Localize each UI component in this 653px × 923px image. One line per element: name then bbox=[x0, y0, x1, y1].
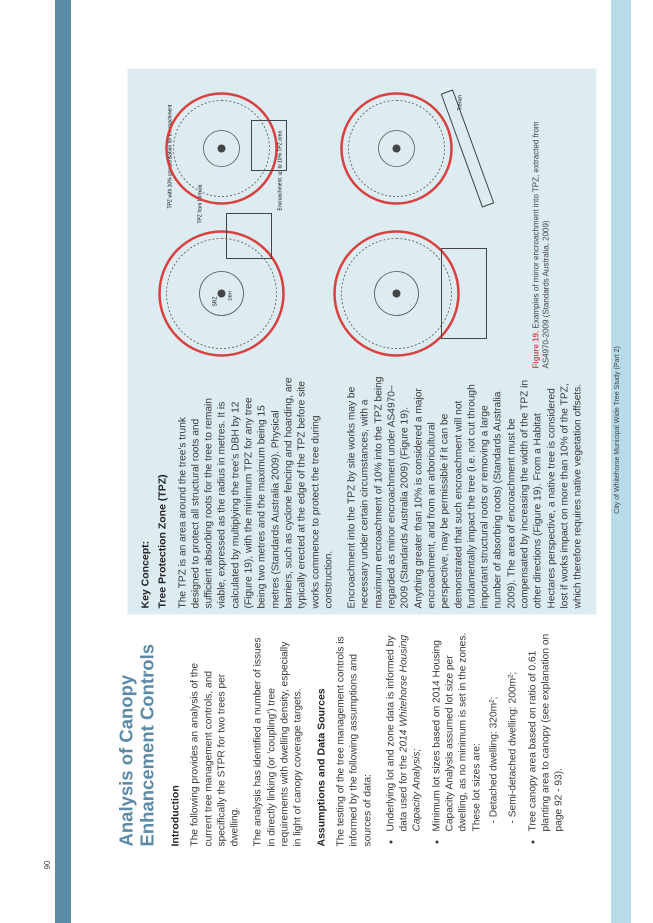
tpz-heading: Tree Protection Zone (TPZ) bbox=[156, 474, 169, 609]
assumptions-heading: Assumptions and Data Sources bbox=[314, 688, 327, 847]
label-srz: SRZ bbox=[212, 296, 218, 307]
key-concept-label: Key Concept: bbox=[139, 540, 151, 609]
left-decorative-bar bbox=[55, 0, 71, 923]
label-dbh: DBH bbox=[227, 290, 232, 301]
intro-paragraph-1: The following provides an analysis of the current tree management controls, and specifically the STPR for two trees per dwelling. bbox=[189, 663, 241, 847]
list-item: • Underlying lot and zone data is informed by data used for the 2014 Whitehorse Housing Capacity Analysis; bbox=[384, 632, 424, 832]
label-encroach: Encroachment: up to 10% TPZ area bbox=[277, 130, 283, 211]
trunk-dot bbox=[392, 290, 400, 298]
figure-caption-text: Examples of minor encroachment into TPZ, extracted from AS4970-2009 (Standards Australia, 2009) bbox=[531, 121, 550, 369]
assumptions-paragraph: The testing of the tree management controls is informed by the following assumptions and sources of data: bbox=[334, 636, 373, 847]
tpz-paragraph-1: The TPZ is an area around the tree's trunk designed to protect all structural roots and sufficient absorbing roots for the tree to remain viable, expressed as the radius in metres. It is calculated by multiplying the tree's DBH by 12 (Figure 19), with the minimum TPZ for any tree being two metres and the maximum being 15 metres (Standards Australia 2009). Physical barriers, such as cyclone fencing and hoarding, are typically erected at the edge of the TPZ before site works commence to protect the tree during construction. bbox=[176, 377, 334, 609]
page-content bbox=[91, 77, 596, 847]
trunk-dot bbox=[217, 145, 225, 153]
trunk-dot bbox=[392, 145, 400, 153]
encroachment-rect bbox=[441, 249, 486, 339]
diagram-trench-encroachment bbox=[341, 90, 493, 207]
diagram-square-encroachment bbox=[159, 104, 283, 356]
label-tpz-formula: TPZ from formula bbox=[197, 184, 203, 224]
intro-heading: Introduction bbox=[169, 785, 181, 847]
tpz-paragraph-2: Encroachment into the TPZ by site works may be necessary under certain circumstances, with a maximum encroachment of 10% into the TPZ being regarded as minor encroachment under AS4970–2009 (Standards Australia 2009) (Figure 19). Anything greater than 10% is considered a major encroachment, and from an arboricultural perspective, may be permissible if it can be demonstrated that such encroachment will not fundamentally impact the tree (i.e. not cut through important structural roots or removing a large number of absorbing roots) (Standards Australia 2009). The area of encroachment must be compensated by increasing the width of the TPZ in other directions (Figure 19). From a Habitat Hectares perspective, a native tree is considered lost if works impact on more than 10% of the TPZ, which therefore requires native vegetation offsets. bbox=[346, 376, 584, 609]
page-title: Analysis of Canopy Enhancement Controls bbox=[115, 644, 157, 847]
label-trench: Trench bbox=[457, 95, 463, 111]
diagram-corner-encroachment bbox=[166, 94, 286, 204]
encroachment-square bbox=[226, 214, 271, 259]
assumptions-list bbox=[384, 632, 566, 847]
figure-label: Figure 19. bbox=[531, 330, 540, 369]
footer-text: City of Whitehorse Municipal Wide Tree Study (Part 2) bbox=[614, 346, 621, 514]
list-item: - Detached dwelling: 320m²; bbox=[487, 632, 500, 824]
left-column bbox=[91, 632, 596, 847]
diagram-side-encroachment bbox=[334, 232, 486, 356]
list-item: • Minimum lot sizes based on 2014 Housing Capacity Analysis assumed lot size per dwelling, as no minimum is set in the zones. These lot sizes are: - Detached dwelling: 320m²; - Semi-detached dwelling: 200m²; bbox=[430, 632, 520, 832]
list-item: - Semi-detached dwelling: 200m²; bbox=[506, 632, 519, 824]
figure-caption bbox=[531, 109, 551, 369]
list-item: • Tree canopy area based on ratio of 0.61 planting area to canopy (see explanation on page 92 - 93). bbox=[526, 632, 566, 832]
key-concept-text bbox=[139, 377, 589, 615]
lot-size-list bbox=[487, 632, 520, 832]
trench-rect bbox=[441, 90, 493, 207]
label-tpz-comp: TPZ with 10% compensation for encroachment bbox=[167, 104, 173, 209]
intro-paragraph-2: The analysis has identified a number of issues in directly linking (or 'coupling') tree requirements with dwelling density, especially in light of canopy coverage targets. bbox=[252, 637, 304, 847]
page-number: 90 bbox=[43, 860, 52, 870]
tpz-figure bbox=[131, 77, 561, 369]
